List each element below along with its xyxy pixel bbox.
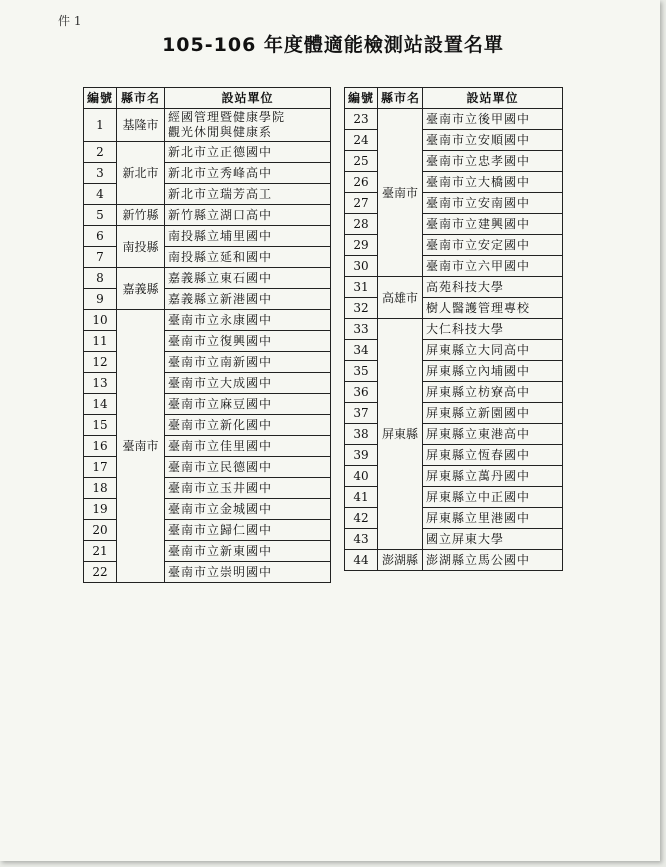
row-site: 國立屏東大學: [423, 529, 563, 550]
table-row: [345, 445, 563, 466]
row-site: 嘉義縣立新港國中: [165, 289, 331, 310]
row-site: 樹人醫護管理專校: [423, 298, 563, 319]
table-row: [345, 193, 563, 214]
row-number: 15: [84, 415, 117, 436]
row-site: 澎湖縣立馬公國中: [423, 550, 563, 571]
row-site: 南投縣立埔里國中: [165, 226, 331, 247]
row-number: 5: [84, 205, 117, 226]
row-number: 37: [345, 403, 378, 424]
row-site: 臺南市立新化國中: [165, 415, 331, 436]
header-site: 設站單位: [165, 88, 331, 109]
row-number: 27: [345, 193, 378, 214]
right-site-table: [344, 87, 563, 571]
row-site: 臺南市立歸仁國中: [165, 520, 331, 541]
row-number: 8: [84, 268, 117, 289]
row-site: 臺南市立崇明國中: [165, 562, 331, 583]
row-site: 臺南市立永康國中: [165, 310, 331, 331]
row-number: 28: [345, 214, 378, 235]
row-site: 屏東縣立里港國中: [423, 508, 563, 529]
row-site: 臺南市立麻豆國中: [165, 394, 331, 415]
row-city: 臺南市: [378, 109, 423, 277]
table-row: [345, 109, 563, 130]
row-number: 43: [345, 529, 378, 550]
table-row: [345, 361, 563, 382]
row-site: 臺南市立佳里國中: [165, 436, 331, 457]
table-row: [345, 130, 563, 151]
row-site: 臺南市立六甲國中: [423, 256, 563, 277]
row-site: 臺南市立安順國中: [423, 130, 563, 151]
table-row: [84, 205, 331, 226]
row-number: 29: [345, 235, 378, 256]
row-city: 基隆市: [117, 109, 165, 142]
table-header-row: [84, 88, 331, 109]
row-number: 44: [345, 550, 378, 571]
row-site: 新竹縣立湖口高中: [165, 205, 331, 226]
row-number: 1: [84, 109, 117, 142]
row-number: 3: [84, 163, 117, 184]
table-row: [345, 277, 563, 298]
row-site: 臺南市立忠孝國中: [423, 151, 563, 172]
row-number: 25: [345, 151, 378, 172]
row-site: 臺南市立南新國中: [165, 352, 331, 373]
row-number: 4: [84, 184, 117, 205]
row-site: 屏東縣立東港高中: [423, 424, 563, 445]
row-city: 澎湖縣: [378, 550, 423, 571]
table-row: [345, 256, 563, 277]
row-number: 7: [84, 247, 117, 268]
row-site: 新北市立秀峰高中: [165, 163, 331, 184]
row-number: 24: [345, 130, 378, 151]
table-row: [84, 310, 331, 331]
right-table-body: [345, 109, 563, 571]
row-site: 臺南市立民德國中: [165, 457, 331, 478]
row-number: 26: [345, 172, 378, 193]
row-number: 17: [84, 457, 117, 478]
row-site: 臺南市立後甲國中: [423, 109, 563, 130]
table-row: [84, 142, 331, 163]
row-site: 屏東縣立枋寮高中: [423, 382, 563, 403]
row-number: 34: [345, 340, 378, 361]
row-site: 臺南市立建興國中: [423, 214, 563, 235]
table-row: [345, 151, 563, 172]
header-site: 設站單位: [423, 88, 563, 109]
row-number: 12: [84, 352, 117, 373]
row-number: 13: [84, 373, 117, 394]
table-row: [345, 214, 563, 235]
row-number: 42: [345, 508, 378, 529]
row-number: 11: [84, 331, 117, 352]
row-site: 高苑科技大學: [423, 277, 563, 298]
row-number: 20: [84, 520, 117, 541]
row-site: 新北市立正德國中: [165, 142, 331, 163]
row-city: 高雄市: [378, 277, 423, 319]
row-number: 23: [345, 109, 378, 130]
row-number: 30: [345, 256, 378, 277]
table-row: [84, 109, 331, 142]
row-number: 32: [345, 298, 378, 319]
row-site: 臺南市立玉井國中: [165, 478, 331, 499]
row-number: 39: [345, 445, 378, 466]
table-row: [345, 340, 563, 361]
left-site-table: [83, 87, 331, 583]
table-row: [345, 403, 563, 424]
row-site: 屏東縣立大同高中: [423, 340, 563, 361]
row-number: 18: [84, 478, 117, 499]
table-row: [345, 529, 563, 550]
row-number: 10: [84, 310, 117, 331]
row-site: 屏東縣立內埔國中: [423, 361, 563, 382]
table-row: [84, 268, 331, 289]
table-row: [345, 508, 563, 529]
table-row: [345, 550, 563, 571]
row-number: 9: [84, 289, 117, 310]
left-table-body: [84, 109, 331, 583]
table-row: [84, 226, 331, 247]
row-site: 臺南市立復興國中: [165, 331, 331, 352]
row-site: 經國管理暨健康學院 觀光休閒與健康系: [165, 109, 331, 142]
row-number: 6: [84, 226, 117, 247]
table-row: [345, 298, 563, 319]
row-number: 2: [84, 142, 117, 163]
row-site: 臺南市立安南國中: [423, 193, 563, 214]
row-number: 36: [345, 382, 378, 403]
table-row: [345, 487, 563, 508]
row-city: 新北市: [117, 142, 165, 205]
row-site: 新北市立瑞芳高工: [165, 184, 331, 205]
row-site: 屏東縣立萬丹國中: [423, 466, 563, 487]
table-row: [345, 424, 563, 445]
row-number: 41: [345, 487, 378, 508]
row-city: 新竹縣: [117, 205, 165, 226]
header-number: 編號: [84, 88, 117, 109]
row-city: 嘉義縣: [117, 268, 165, 310]
row-number: 21: [84, 541, 117, 562]
row-city: 南投縣: [117, 226, 165, 268]
table-row: [345, 319, 563, 340]
row-number: 38: [345, 424, 378, 445]
header-city: 縣市名: [378, 88, 423, 109]
row-site: 臺南市立大成國中: [165, 373, 331, 394]
document-title: 105-106 年度體適能檢測站設置名單: [162, 34, 504, 56]
row-site: 南投縣立延和國中: [165, 247, 331, 268]
row-site: 大仁科技大學: [423, 319, 563, 340]
row-site: 臺南市立新東國中: [165, 541, 331, 562]
row-number: 19: [84, 499, 117, 520]
table-header-row: [345, 88, 563, 109]
table-row: [345, 235, 563, 256]
header-number: 編號: [345, 88, 378, 109]
row-site: 臺南市立大橋國中: [423, 172, 563, 193]
row-number: 35: [345, 361, 378, 382]
row-number: 14: [84, 394, 117, 415]
row-city: 臺南市: [117, 310, 165, 583]
row-number: 40: [345, 466, 378, 487]
row-site: 臺南市立安定國中: [423, 235, 563, 256]
table-row: [345, 382, 563, 403]
attachment-label: 件 1: [58, 14, 82, 28]
row-city: 屏東縣: [378, 319, 423, 550]
header-city: 縣市名: [117, 88, 165, 109]
row-number: 33: [345, 319, 378, 340]
row-number: 31: [345, 277, 378, 298]
row-site: 屏東縣立中正國中: [423, 487, 563, 508]
row-number: 22: [84, 562, 117, 583]
row-site: 屏東縣立新園國中: [423, 403, 563, 424]
table-row: [345, 466, 563, 487]
row-site: 嘉義縣立東石國中: [165, 268, 331, 289]
row-site: 臺南市立金城國中: [165, 499, 331, 520]
table-row: [345, 172, 563, 193]
row-number: 16: [84, 436, 117, 457]
row-site: 屏東縣立恆春國中: [423, 445, 563, 466]
